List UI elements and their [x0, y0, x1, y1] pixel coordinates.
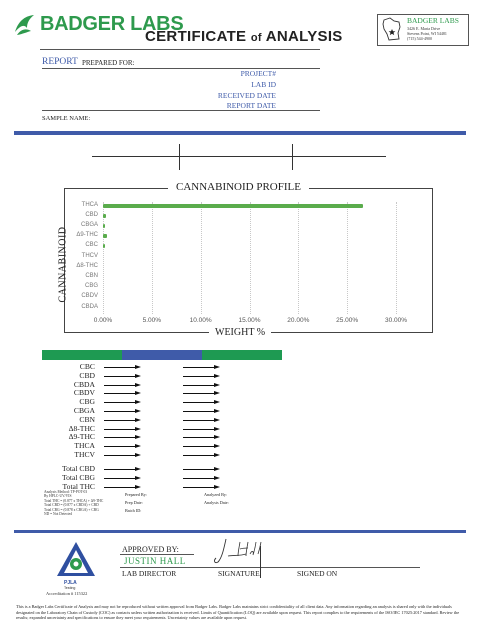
- analyte-label: Δ9-THC: [68, 432, 95, 442]
- arrow-head-icon: [214, 383, 220, 387]
- prep-date-label: Prep Date:: [125, 500, 143, 505]
- accreditation-number: Accreditation # 115322: [46, 591, 88, 596]
- arrow-head-icon: [214, 485, 220, 489]
- analyte-label: Total CBD: [61, 464, 95, 473]
- arrow-head-icon: [135, 467, 141, 471]
- chart-category-label: CBD: [85, 211, 98, 218]
- arrow-head-icon: [214, 365, 220, 369]
- footer-disclaimer: This is a Badger Labs Certificate of Analysis and may not be reproduced without written approval from Badger Labs. Badger Labs maintains strict confidentiality of all client data. Any information regarding an analysis is shared only with the individuals designated on the Laboratory Chain of Custody (COC) as contacts unless written authorization is received. Limits of Quantification (LOQ) are available upon request. This report complies to the requirements of the ISO/IEC 17025:2017 standard. Review the results; expanded uncertainty and specifications to ensure they meet your requirements. Uncertainty values are available upon request.: [16, 604, 460, 620]
- address-line-1: 3426 E. Maria Drive: [407, 26, 441, 31]
- chart-category-label: THCV: [81, 252, 98, 259]
- analyte-label: CBC: [79, 362, 95, 371]
- arrow-head-icon: [214, 418, 220, 422]
- analyte-label: Δ8-THC: [68, 423, 95, 433]
- method-line: By HPLC-UV/VIS: [44, 494, 72, 499]
- chart-category-label: CBN: [85, 272, 98, 279]
- chart-category-label: CBC: [85, 242, 98, 249]
- lab-id-label: LAB ID: [251, 80, 276, 89]
- sample-name-label: SAMPLE NAME:: [42, 115, 91, 122]
- chart-category-label: CBDA: [81, 303, 98, 310]
- result-arrow: [183, 437, 215, 438]
- result-arrow: [104, 446, 136, 447]
- handwritten-signature: [210, 536, 270, 568]
- result-arrow: [104, 393, 136, 394]
- director-name: JUSTIN HALL: [124, 556, 186, 566]
- chart-category-label: CBG: [84, 283, 98, 290]
- result-arrow: [183, 487, 215, 488]
- pjla-sub: Testing: [64, 586, 76, 590]
- arrow-head-icon: [214, 476, 220, 480]
- result-arrow: [104, 455, 136, 456]
- result-arrow: [183, 411, 215, 412]
- chart-category-label: CBDV: [81, 293, 98, 300]
- nd-note: ND = Not Detected: [44, 512, 73, 517]
- result-arrow: [104, 367, 136, 368]
- report-label: REPORT: [42, 57, 78, 67]
- arrow-head-icon: [135, 409, 141, 413]
- arrow-head-icon: [135, 453, 141, 457]
- analyzed-by-label: Analyzed By:: [204, 492, 228, 497]
- chart-ylabel: CANNABINOID: [57, 226, 69, 303]
- title-of: of: [250, 32, 262, 44]
- chart-x-tick-label: 15.00%: [238, 317, 261, 324]
- logo-text: BADGER LABS: [40, 13, 184, 35]
- chart-category-label: Δ8-THC: [76, 262, 98, 269]
- arrow-head-icon: [135, 383, 141, 387]
- approved-rule: [120, 554, 194, 555]
- title-part-1: CERTIFICATE: [145, 28, 251, 45]
- result-arrow: [183, 402, 215, 403]
- arrow-head-icon: [214, 374, 220, 378]
- method-line: Analysis Method: TP-POT-03: [44, 490, 88, 494]
- analysis-date-label: Analysis Date:: [204, 500, 229, 505]
- analyte-label: THCA: [74, 441, 95, 451]
- arrow-head-icon: [135, 374, 141, 378]
- arrow-head-icon: [135, 365, 141, 369]
- arrow-head-icon: [135, 435, 141, 439]
- analyte-label: CBN: [79, 414, 95, 424]
- result-arrow: [104, 437, 136, 438]
- arrow-head-icon: [135, 476, 141, 480]
- result-arrow: [183, 367, 215, 368]
- result-arrow: [104, 402, 136, 403]
- arrow-head-icon: [135, 485, 141, 489]
- result-arrow: [183, 385, 215, 386]
- title-part-2: ANALYSIS: [261, 28, 343, 45]
- chart-category-label: Δ9-THC: [76, 232, 98, 239]
- calc-line: Total THC = (0.877 x THCA) + Δ9-THC: [44, 498, 104, 503]
- analyte-label: CBD: [79, 370, 95, 380]
- chart-x-tick-label: 0.00%: [93, 317, 113, 324]
- result-arrow: [104, 411, 136, 412]
- pjla-text: PJLA: [64, 580, 77, 586]
- analyte-label: Total THC: [62, 482, 95, 491]
- arrow-head-icon: [135, 418, 141, 422]
- arrow-head-icon: [135, 391, 141, 395]
- result-arrow: [104, 376, 136, 377]
- director-title: LAB DIRECTOR: [122, 569, 177, 578]
- analyte-label: THCV: [74, 450, 95, 459]
- arrow-head-icon: [214, 391, 220, 395]
- result-arrow: [104, 385, 136, 386]
- result-arrow: [183, 455, 215, 456]
- prep-block: [125, 491, 147, 515]
- result-arrow: [104, 429, 136, 430]
- result-arrow: [104, 420, 136, 421]
- arrow-head-icon: [214, 435, 220, 439]
- signature-label: SIGNATURE: [218, 569, 260, 578]
- chart-x-tick-label: 10.00%: [189, 317, 212, 324]
- arrow-head-icon: [214, 453, 220, 457]
- arrow-head-icon: [214, 467, 220, 471]
- prepared-by-label: Prepared By:: [125, 492, 147, 497]
- arrow-head-icon: [135, 444, 141, 448]
- analysis-block: [204, 491, 229, 507]
- arrow-head-icon: [214, 427, 220, 431]
- chart-category-label: CBGA: [80, 221, 98, 228]
- pjla-logo-icon: [55, 540, 97, 580]
- blue-divider-bottom: [14, 530, 466, 533]
- calc-line: Total CBD = (0.877 x CBDA) + CBD: [44, 503, 99, 508]
- analyte-label: CBG: [79, 397, 95, 407]
- result-arrow: [183, 469, 215, 470]
- chart-xlabel: WEIGHT %: [209, 327, 271, 338]
- chart-x-tick-label: 5.00%: [142, 317, 162, 324]
- chart-x-tick-label: 25.00%: [336, 317, 359, 324]
- received-date-label: RECEIVED DATE: [217, 91, 276, 100]
- approved-by-label: APPROVED BY:: [122, 545, 179, 554]
- result-arrow: [104, 469, 136, 470]
- chart-title: CANNABINOID PROFILE: [168, 181, 309, 193]
- method-notes: [44, 490, 124, 516]
- batch-id-label: Batch ID:: [125, 508, 142, 513]
- chart-x-tick-label: 20.00%: [287, 317, 310, 324]
- director-rule: [120, 567, 420, 568]
- result-arrow: [183, 420, 215, 421]
- result-arrow: [183, 478, 215, 479]
- arrow-head-icon: [214, 444, 220, 448]
- analyte-label: CBGA: [73, 406, 95, 415]
- arrow-head-icon: [135, 427, 141, 431]
- address-line-2: Stevens Point, WI 54481: [407, 31, 447, 36]
- arrow-head-icon: [135, 400, 141, 404]
- arrow-head-icon: [214, 400, 220, 404]
- analyte-label: CBDA: [73, 379, 95, 389]
- phone: (715) 544-4900: [407, 36, 432, 41]
- chart-category-label: THCA: [81, 201, 98, 208]
- report-date-label: REPORT DATE: [226, 101, 276, 110]
- chart-x-tick-label: 30.00%: [384, 317, 408, 324]
- result-arrow: [183, 446, 215, 447]
- analyte-label: Total CBG: [61, 473, 95, 482]
- result-arrow: [183, 393, 215, 394]
- signed-on-label: SIGNED ON: [297, 569, 338, 578]
- arrow-head-icon: [214, 409, 220, 413]
- result-arrow: [183, 376, 215, 377]
- result-arrow: [104, 478, 136, 479]
- result-arrow: [104, 487, 136, 488]
- lab-name: BADGER LABS: [407, 16, 459, 25]
- analyte-label: CBDV: [73, 388, 95, 398]
- calc-line: Total CBG = (0.878 x CBGA) + CBG: [44, 507, 99, 512]
- project-label: PROJECT#: [240, 69, 276, 78]
- prepared-for-label: PREPARED FOR:: [82, 59, 135, 67]
- result-arrow: [183, 429, 215, 430]
